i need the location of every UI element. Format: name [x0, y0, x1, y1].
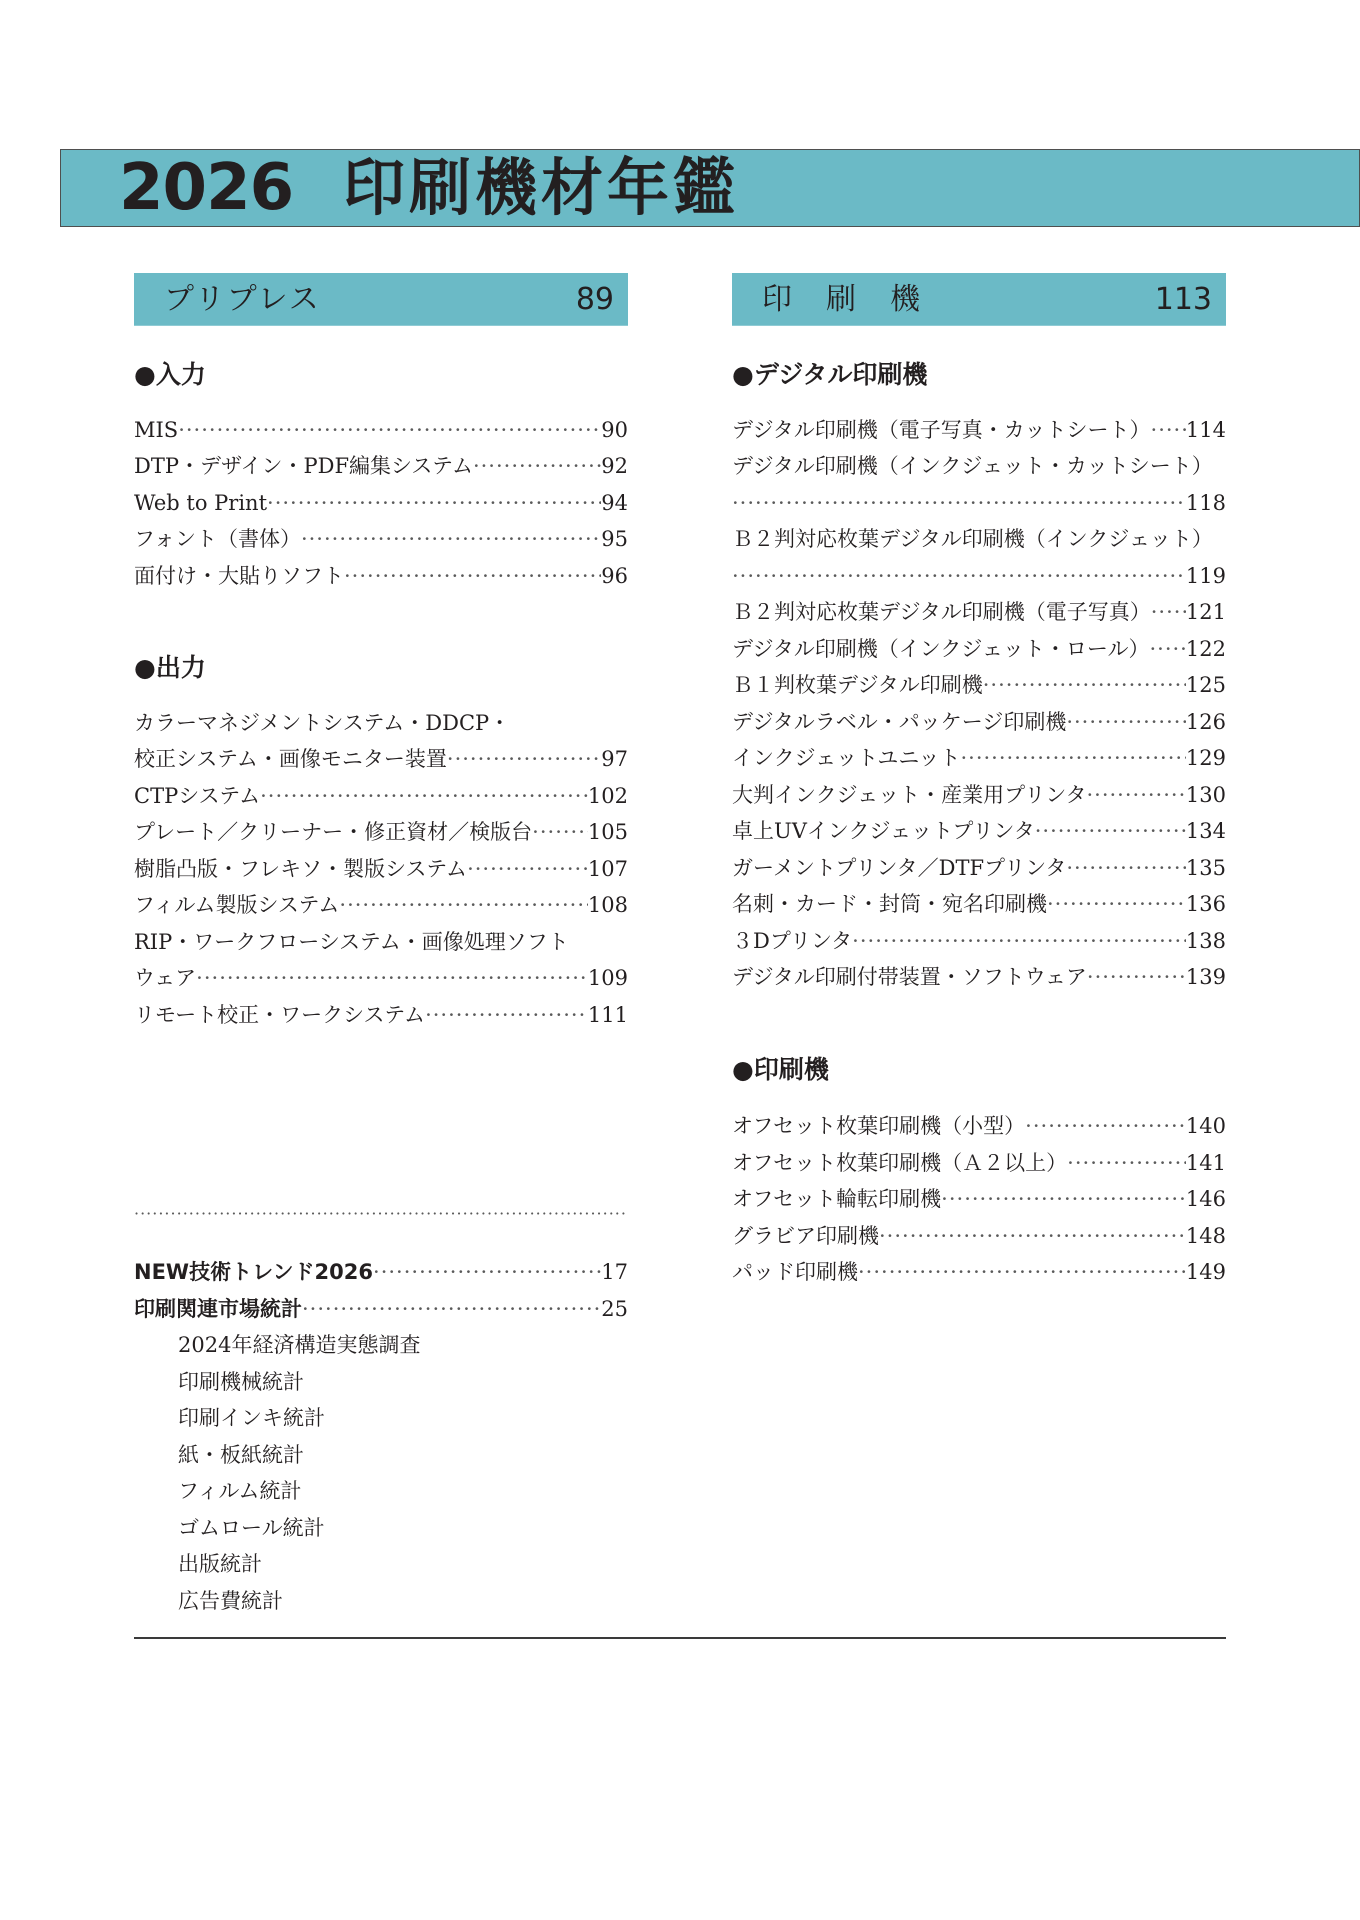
toc-label: デジタル印刷機（電子写真・カットシート） [732, 418, 1151, 442]
toc-row-stats[interactable] [134, 1291, 628, 1327]
toc-page: 134 [1185, 819, 1226, 843]
bottom-rule [134, 1637, 1226, 1639]
toc-page: 129 [1185, 746, 1226, 770]
toc-row[interactable] [732, 1145, 1226, 1181]
leader-dots [302, 1291, 601, 1327]
leader-dots [473, 448, 601, 484]
toc-page: 140 [1185, 1114, 1226, 1138]
toc-page: 96 [601, 564, 628, 588]
leader-dots [301, 521, 601, 557]
section-title: 印 刷 機 [762, 282, 922, 317]
leader-dots [373, 1254, 601, 1290]
toc-page: 119 [1185, 564, 1226, 588]
toc-page: 138 [1185, 929, 1226, 953]
leader-dots [178, 412, 601, 448]
toc-page: 25 [601, 1297, 628, 1321]
stats-item[interactable]: フィルム統計 [178, 1479, 302, 1503]
toc-row[interactable] [134, 887, 628, 923]
page-title: 印刷機材年鑑 [343, 151, 740, 224]
leader-dots [425, 997, 588, 1033]
toc-page: 148 [1185, 1224, 1226, 1248]
toc-label: オフセット輪転印刷機 [732, 1187, 942, 1211]
leader-dots [1149, 631, 1185, 667]
toc-page: 108 [587, 893, 628, 917]
stats-item[interactable]: 印刷インキ統計 [178, 1406, 325, 1430]
toc-row[interactable] [732, 1254, 1226, 1290]
stats-item[interactable]: ゴムロール統計 [178, 1516, 325, 1540]
leader-dots [1087, 959, 1186, 995]
toc-label: Ｂ２判対応枚葉デジタル印刷機（電子写真） [732, 600, 1151, 624]
leader-dots [852, 923, 1186, 959]
toc-label: Ｂ１判枚葉デジタル印刷機 [732, 673, 983, 697]
toc-label: デジタルラベル・パッケージ印刷機 [732, 710, 1067, 734]
toc-page: 122 [1185, 637, 1226, 661]
toc-row[interactable] [732, 1181, 1226, 1217]
leader-dots [858, 1254, 1186, 1290]
stats-item[interactable]: 紙・板紙統計 [178, 1443, 304, 1467]
toc-label: オフセット枚葉印刷機（Ａ２以上） [732, 1151, 1068, 1175]
leader-dots [1151, 594, 1186, 630]
toc-row[interactable] [134, 448, 628, 484]
toc-row[interactable] [134, 960, 628, 996]
leader-dots [1151, 412, 1186, 448]
leader-dots [1047, 886, 1186, 922]
section-page-number: 113 [1154, 282, 1212, 317]
toc-row[interactable] [732, 886, 1226, 922]
toc-label: NEW技術トレンド2026 [134, 1260, 374, 1284]
toc-label: 校正システム・画像モニター装置 [134, 747, 447, 771]
toc-label: リモート校正・ワークシステム [134, 1003, 426, 1027]
toc-label: CTPシステム [134, 784, 261, 808]
toc-page: 17 [601, 1260, 628, 1284]
toc-page: 125 [1185, 673, 1226, 697]
stats-item[interactable]: 印刷機械統計 [178, 1370, 304, 1394]
leader-dots [960, 740, 1185, 776]
toc-row[interactable] [134, 412, 628, 448]
leader-dots [1067, 1145, 1186, 1181]
toc-label: ３Dプリンタ [732, 929, 853, 953]
toc-row[interactable] [732, 667, 1226, 703]
toc-row[interactable] [732, 850, 1226, 886]
leader-dots [339, 887, 588, 923]
toc-page: 149 [1185, 1260, 1226, 1284]
toc-row[interactable] [732, 412, 1226, 448]
toc-page: 135 [1185, 856, 1226, 880]
separator-dots [134, 1204, 628, 1223]
subheading-output: ●出力 [134, 653, 206, 682]
toc-label: Web to Print [134, 491, 268, 515]
toc-page: 105 [587, 820, 628, 844]
leader-dots [344, 558, 601, 594]
toc-label: 卓上UVインクジェットプリンタ [732, 819, 1035, 843]
leader-dots [879, 1218, 1186, 1254]
stats-item[interactable]: 出版統計 [178, 1552, 262, 1576]
toc-row[interactable] [732, 485, 1226, 521]
toc-page: 95 [601, 527, 628, 551]
leader-dots [1066, 850, 1186, 886]
toc-line[interactable]: デジタル印刷機（インクジェット・カットシート） [732, 454, 1213, 478]
toc-row[interactable] [134, 851, 628, 887]
toc-row[interactable] [732, 1108, 1226, 1144]
leader-dots [1086, 777, 1185, 813]
toc-row[interactable] [732, 558, 1226, 594]
toc-row[interactable] [134, 778, 628, 814]
section-page-number: 89 [575, 282, 614, 317]
stats-item[interactable]: 広告費統計 [178, 1589, 283, 1613]
toc-row[interactable] [134, 997, 628, 1033]
stats-item[interactable]: 2024年経済構造実態調査 [178, 1333, 421, 1357]
leader-dots [1066, 704, 1186, 740]
toc-label: デジタル印刷機（インクジェット・ロール） [732, 637, 1150, 661]
leader-dots [267, 485, 601, 521]
toc-page: 92 [601, 454, 628, 478]
toc-label: オフセット枚葉印刷機（小型） [732, 1114, 1026, 1138]
toc-page: 111 [587, 1003, 628, 1027]
toc-row[interactable] [732, 923, 1226, 959]
toc-label: 名刺・カード・封筒・宛名印刷機 [732, 892, 1047, 916]
section-header-press [732, 273, 1226, 326]
toc-page: 141 [1185, 1151, 1226, 1175]
toc-label: プレート／クリーナー・修正資材／検版台 [134, 820, 533, 844]
toc-label: 樹脂凸版・フレキソ・製版システム [134, 857, 468, 881]
toc-row[interactable] [134, 485, 628, 521]
toc-row[interactable] [732, 777, 1226, 813]
section-title: プリプレス [164, 282, 321, 317]
toc-row[interactable] [732, 1218, 1226, 1254]
toc-page: 146 [1185, 1187, 1226, 1211]
toc-label: デジタル印刷付帯装置・ソフトウェア [732, 965, 1087, 989]
toc-page: 114 [1185, 418, 1226, 442]
leader-dots [983, 667, 1186, 703]
toc-row[interactable] [134, 741, 628, 777]
leader-dots [732, 485, 1186, 521]
toc-label: フォント（書体） [134, 527, 301, 551]
leader-dots [196, 960, 588, 996]
subheading-digital: ●デジタル印刷機 [732, 360, 928, 389]
toc-label: ガーメントプリンタ／DTFプリンタ [732, 856, 1067, 880]
toc-row[interactable] [134, 814, 628, 850]
toc-row[interactable] [732, 813, 1226, 849]
toc-page: 130 [1185, 783, 1226, 807]
leader-dots [467, 851, 588, 887]
toc-page: 94 [601, 491, 628, 515]
toc-line[interactable]: カラーマネジメントシステム・DDCP・ [134, 711, 511, 735]
toc-label: インクジェットユニット [732, 746, 961, 770]
toc-page: 97 [601, 747, 628, 771]
subheading-input: ●入力 [134, 360, 206, 389]
leader-dots [1025, 1108, 1186, 1144]
toc-label: MIS [134, 418, 179, 442]
toc-row[interactable] [732, 631, 1226, 667]
toc-label: DTP・デザイン・PDF編集システム [134, 454, 473, 478]
toc-page: 126 [1185, 710, 1226, 734]
leader-dots [1035, 813, 1186, 849]
toc-page: 107 [587, 857, 628, 881]
toc-label: パッド印刷機 [732, 1260, 858, 1284]
toc-line[interactable]: Ｂ２判対応枚葉デジタル印刷機（インクジェット） [732, 527, 1213, 551]
toc-page: 118 [1185, 491, 1226, 515]
toc-label: フィルム製版システム [134, 893, 340, 917]
toc-page: 136 [1185, 892, 1226, 916]
toc-page: 139 [1185, 965, 1226, 989]
leader-dots [941, 1181, 1186, 1217]
toc-line[interactable]: RIP・ワークフローシステム・画像処理ソフト [134, 930, 569, 954]
toc-row[interactable] [732, 704, 1226, 740]
title-year: 2026 [119, 151, 294, 225]
toc-row[interactable] [732, 959, 1226, 995]
toc-page: 109 [587, 966, 628, 990]
toc-page: 121 [1185, 600, 1226, 624]
toc-row[interactable] [134, 521, 628, 557]
toc-label: 印刷関連市場統計 [134, 1297, 302, 1321]
toc-page: 102 [587, 784, 628, 808]
toc-row[interactable] [732, 740, 1226, 776]
leader-dots [532, 814, 588, 850]
title-bar [60, 149, 1360, 227]
subheading-press: ●印刷機 [732, 1055, 829, 1084]
leader-dots [447, 741, 601, 777]
toc-row-trend[interactable] [134, 1254, 628, 1290]
toc-label: グラビア印刷機 [732, 1224, 879, 1248]
toc-label: 面付け・大貼りソフト [134, 564, 344, 588]
toc-label: 大判インクジェット・産業用プリンタ [732, 783, 1087, 807]
toc-row[interactable] [134, 558, 628, 594]
toc-row[interactable] [732, 594, 1226, 630]
toc-page: 90 [601, 418, 628, 442]
leader-dots [732, 558, 1186, 594]
section-header-prepress [134, 273, 628, 326]
toc-label: ウェア [134, 966, 197, 990]
leader-dots [260, 778, 588, 814]
